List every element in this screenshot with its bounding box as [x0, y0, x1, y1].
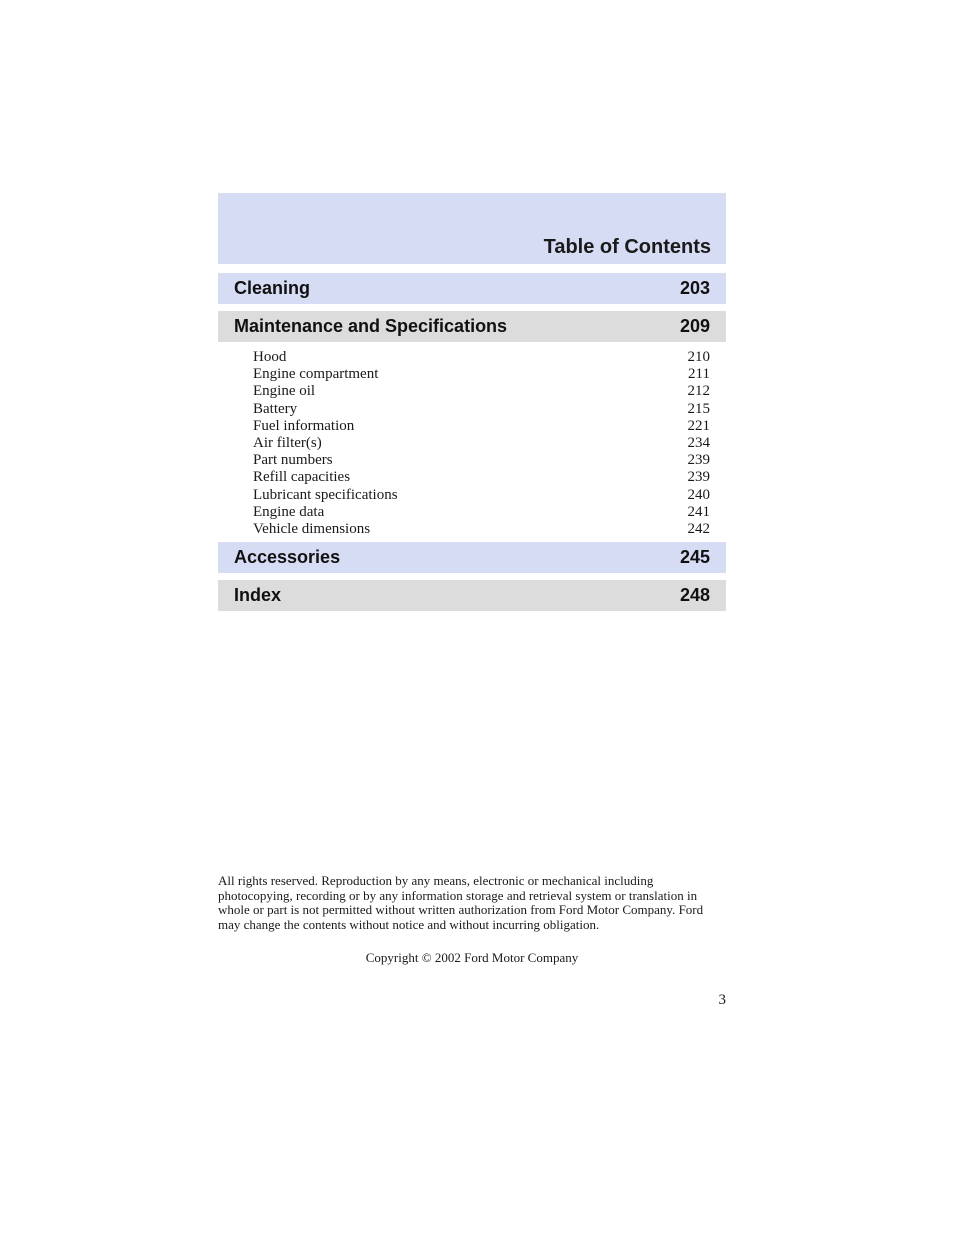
item-label: Part numbers: [253, 452, 333, 469]
item-page: 239: [687, 452, 710, 469]
toc-item-air-filters[interactable]: [253, 435, 710, 452]
item-page: 234: [687, 434, 710, 451]
section-page: 209: [679, 316, 710, 336]
item-page: 241: [687, 503, 710, 520]
toc-item-fuel-information[interactable]: [253, 418, 710, 435]
item-label: Hood: [253, 349, 287, 365]
toc-item-engine-compartment[interactable]: [253, 366, 710, 383]
page-title: Table of Contents: [543, 236, 711, 258]
section-label: Cleaning: [234, 278, 311, 298]
toc-item-engine-data[interactable]: [253, 504, 710, 521]
item-page: 240: [687, 486, 710, 503]
item-label: Engine oil: [253, 383, 316, 400]
toc-section-index[interactable]: [218, 580, 726, 611]
toc-section-maintenance[interactable]: [218, 311, 726, 342]
toc-item-hood[interactable]: [253, 349, 710, 366]
item-label: Engine compartment: [253, 366, 379, 383]
item-label: Vehicle dimensions: [253, 520, 371, 537]
item-page: 210: [687, 349, 710, 365]
section-label: Accessories: [234, 547, 341, 567]
section-page: 245: [679, 547, 710, 567]
toc-section-accessories[interactable]: [218, 542, 726, 573]
toc-item-vehicle-dimensions[interactable]: [253, 521, 710, 538]
toc-item-part-numbers[interactable]: [253, 452, 710, 469]
item-label: Fuel information: [253, 417, 355, 434]
item-label: Battery: [253, 400, 298, 417]
toc-item-lubricant-specifications[interactable]: [253, 487, 710, 504]
copyright-notice: Copyright © 2002 Ford Motor Company: [365, 950, 579, 965]
toc-header: [218, 193, 726, 264]
legal-notice: All rights reserved. Reproduction by any means, electronic or mechanical including photocopying, recording or by any information storage and retrieval system or translation in whole or part is not permitted without written authorization from Ford Motor Company. Ford may change the contents without notice and without incurring obligation.: [218, 873, 704, 932]
item-page: 239: [687, 469, 710, 486]
item-page: 211: [688, 366, 710, 383]
toc-item-engine-oil[interactable]: [253, 383, 710, 400]
item-label: Lubricant specifications: [253, 486, 398, 503]
item-label: Air filter(s): [253, 434, 322, 451]
item-page: 212: [687, 383, 710, 400]
page-number: 3: [718, 992, 726, 1008]
section-label: Index: [234, 585, 282, 605]
item-page: 242: [687, 520, 710, 537]
section-page: 248: [679, 585, 710, 605]
section-label: Maintenance and Specifications: [234, 316, 508, 336]
item-label: Refill capacities: [253, 469, 351, 486]
item-page: 215: [687, 400, 710, 417]
item-label: Engine data: [253, 503, 325, 520]
maintenance-subsection-list: [253, 349, 710, 538]
toc-item-refill-capacities[interactable]: [253, 469, 710, 486]
toc-section-cleaning[interactable]: [218, 273, 726, 304]
item-page: 221: [687, 417, 710, 434]
toc-item-battery[interactable]: [253, 401, 710, 418]
section-page: 203: [679, 278, 710, 298]
